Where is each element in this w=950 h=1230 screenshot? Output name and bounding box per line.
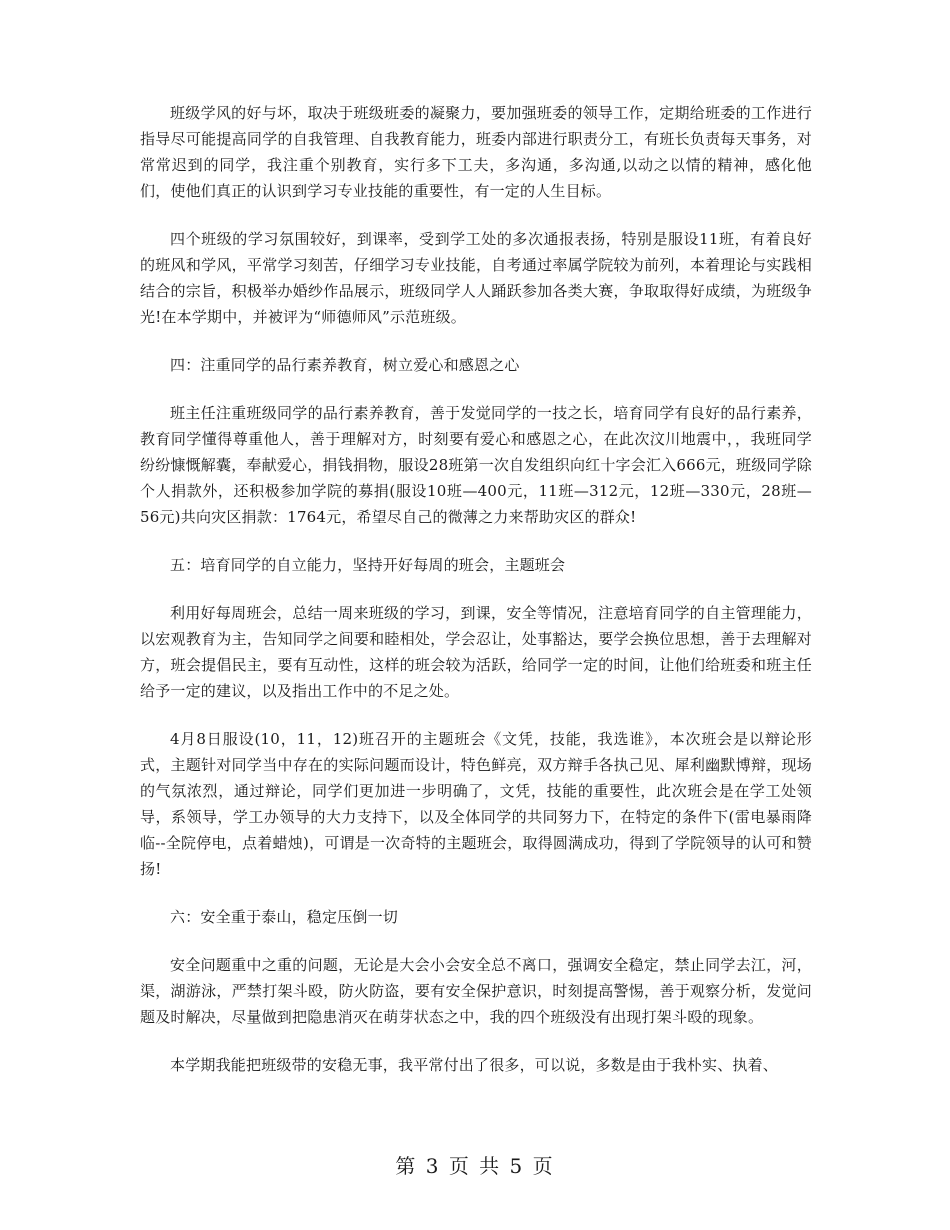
paragraph-semester-summary: 本学期我能把班级带的安稳无事，我平常付出了很多，可以说，多数是由于我朴实、执着、 xyxy=(170,1056,779,1074)
paragraph-study-atmosphere: 四个班级的学习氛围较好，到课率，受到学工处的多次通报表扬，特别是服设11班，有着良好的班风和学风，平常学习刻苦，仔细学习专业技能，自考通过率属学院较为前列，本着理论与实践相结合的宗旨，积极举办婚纱作品展示，班级同学人人踊跃参加各类大赛，争取取得好成绩，为班级争光!在本学期中，并被评为“师德师风”示范班级。 xyxy=(140,230,812,326)
section-heading-6: 六：安全重于泰山，稳定压倒一切 xyxy=(170,908,399,926)
section-heading-4: 四：注重同学的品行素养教育，树立爱心和感恩之心 xyxy=(170,356,520,374)
paragraph-class-style: 班级学风的好与坏，取决于班级班委的凝聚力，要加强班委的领导工作，定期给班委的工作进行指导尽可能提高同学的自我管理、自我教育能力，班委内部进行职责分工，有班长负责每天事务，对常常迟到的同学，我注重个别教育，实行多下工夫，多沟通，多沟通,以动之以情的精神，感化他们，使他们真正的认识到学习专业技能的重要性，有一定的人生目标。 xyxy=(140,104,812,200)
page-number-footer: 第 3 页 共 5 页 xyxy=(395,1154,555,1178)
section-heading-5: 五：培育同学的自立能力，坚持开好每周的班会，主题班会 xyxy=(170,556,566,574)
paragraph-weekly-meeting: 利用好每周班会，总结一周来班级的学习，到课，安全等情况，注意培育同学的自主管理能力，以宏观教育为主，告知同学之间要和睦相处，学会忍让，处事豁达，要学会换位思想，善于去理解对方，班会提倡民主，要有互动性，这样的班会较为活跃，给同学一定的时间，让他们给班委和班主任给予一定的建议，以及指出工作中的不足之处。 xyxy=(140,604,812,700)
paragraph-safety: 安全问题重中之重的问题，无论是大会小会安全总不离口，强调安全稳定，禁止同学去江，河，渠，湖游泳，严禁打架斗殴，防火防盗，要有安全保护意识，时刻提高警惕，善于观察分析，发觉问题及时解决，尽量做到把隐患消灭在萌芽状态之中，我的四个班级没有出现打架斗殴的现象。 xyxy=(140,956,812,1026)
paragraph-theme-meeting: 4月8日服设(10，11，12)班召开的主题班会《文凭，技能，我选谁》，本次班会是以辩论形式，主题针对同学当中存在的实际问题而设计，特色鲜亮，双方辩手各执己见、犀利幽默博辩，现场的气氛浓烈，通过辩论，同学们更加进一步明确了，文凭，技能的重要性，此次班会是在学工处领导，系领导，学工办领导的大力支持下，以及全体同学的共同努力下，在特定的条件下(雷电暴雨降临--全院停电，点着蜡烛)，可谓是一次奇特的主题班会，取得圆满成功，得到了学院领导的认可和赞扬! xyxy=(140,730,812,878)
document-body xyxy=(140,100,812,1100)
paragraph-moral-education: 班主任注重班级同学的品行素养教育，善于发觉同学的一技之长，培育同学有良好的品行素养，教育同学懂得尊重他人，善于理解对方，时刻要有爱心和感恩之心，在此次汶川地震中，，我班同学纷纷慷慨解囊，奉献爱心，捐钱捐物，服设28班第一次自发组织向红十字会汇入666元，班级同学除个人捐款外，还积极参加学院的募捐(服设10班—400元，11班—312元，12班—330元，28班—56元)共向灾区捐款：1764元，希望尽自己的微薄之力来帮助灾区的群众! xyxy=(140,404,812,526)
